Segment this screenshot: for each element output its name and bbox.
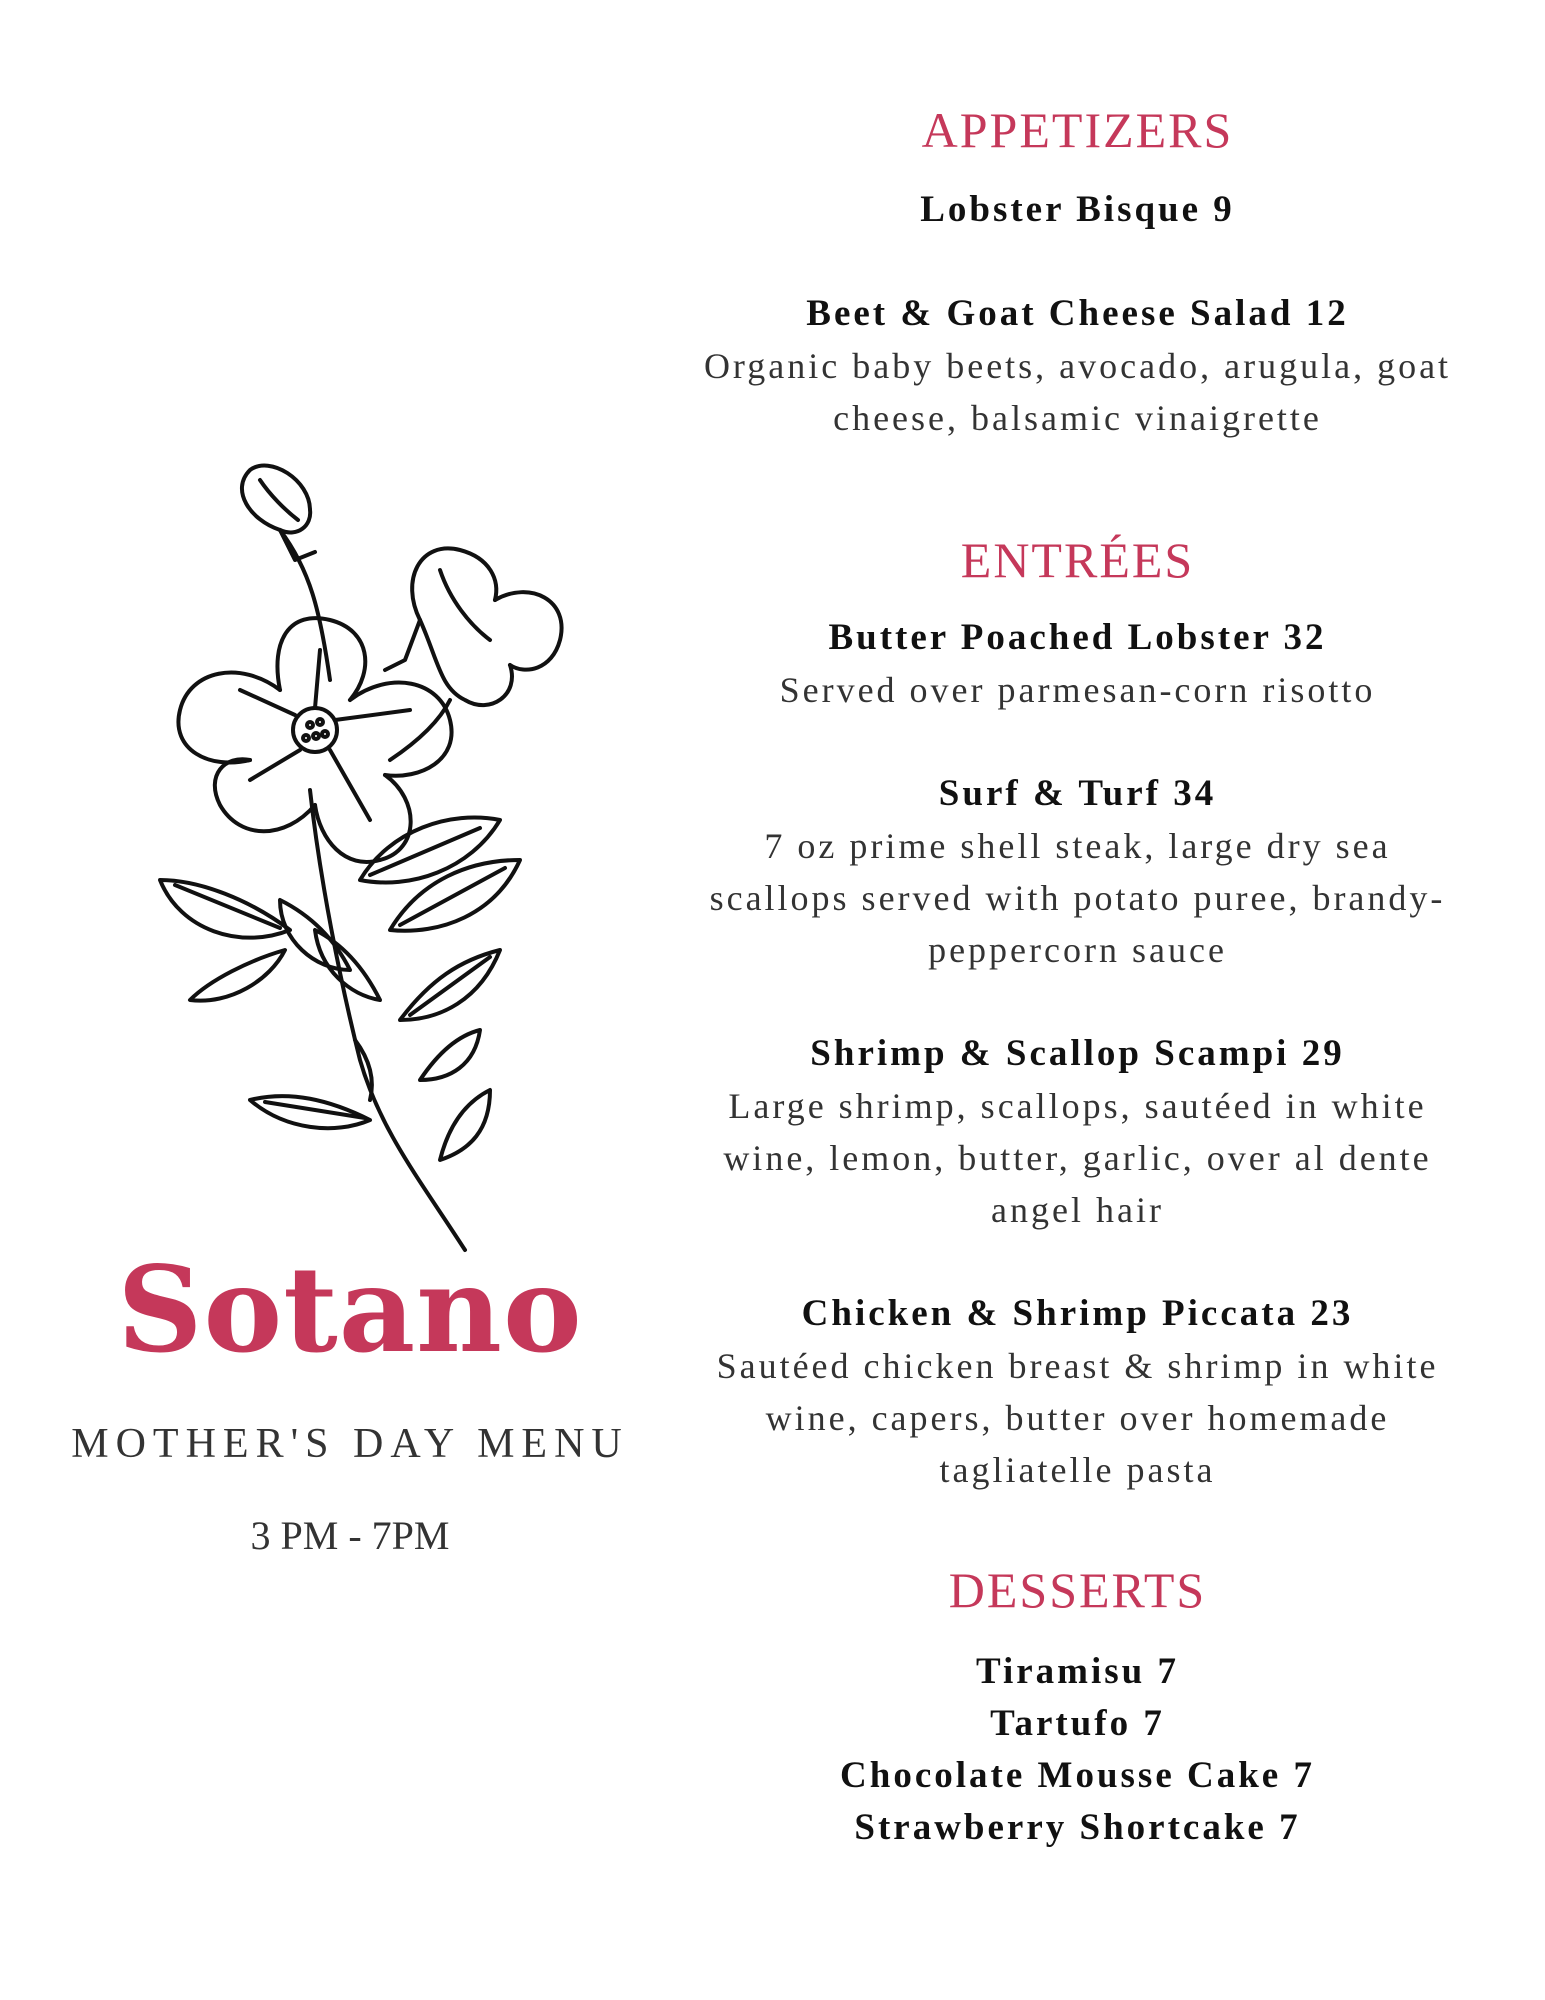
restaurant-name: Sotano — [117, 1240, 583, 1379]
menu-item-description: Sautéed chicken breast & shrimp in white — [716, 1346, 1439, 1386]
menu-item-name: Shrimp & Scallop Scampi 29 — [810, 1033, 1345, 1074]
menu-subtitle: MOTHER'S DAY MENU — [71, 1421, 629, 1467]
menu-item-description: Served over parmesan-corn risotto — [779, 670, 1376, 710]
menu-item-description: angel hair — [991, 1190, 1164, 1230]
menu-item-name: Chocolate Mousse Cake 7 — [840, 1755, 1315, 1796]
section-title-appetizers: APPETIZERS — [921, 102, 1234, 158]
service-hours: 3 PM - 7PM — [250, 1513, 450, 1558]
menu-item-name: Butter Poached Lobster 32 — [828, 617, 1327, 658]
menu-item-description: 7 oz prime shell steak, large dry sea — [764, 826, 1391, 866]
menu-item-description: wine, lemon, butter, garlic, over al dente — [723, 1138, 1432, 1178]
menu-item-description: scallops served with potato puree, brandy- — [709, 878, 1446, 918]
flower-illustration-icon — [120, 460, 580, 1260]
menu-item-name: Tartufo 7 — [990, 1703, 1165, 1744]
menu-item-name: Strawberry Shortcake 7 — [854, 1807, 1301, 1848]
menu-item-description: tagliatelle pasta — [939, 1450, 1216, 1490]
menu-item-name: Lobster Bisque 9 — [920, 189, 1235, 230]
section-title-entrees: ENTRÉES — [960, 532, 1195, 588]
section-title-desserts: DESSERTS — [948, 1562, 1207, 1618]
menu-content — [655, 100, 1500, 1854]
brand-panel — [60, 460, 640, 1620]
menu-item-description: Large shrimp, scallops, sautéed in white — [728, 1086, 1427, 1126]
menu-item-name: Chicken & Shrimp Piccata 23 — [801, 1293, 1354, 1334]
menu-item-description: peppercorn sauce — [928, 930, 1227, 970]
menu-item-description: Organic baby beets, avocado, arugula, goat — [703, 346, 1452, 386]
menu-item-name: Beet & Goat Cheese Salad 12 — [806, 293, 1349, 334]
menu-item-name: Tiramisu 7 — [975, 1651, 1180, 1692]
menu-item-description: cheese, balsamic vinaigrette — [833, 398, 1322, 438]
menu-item-name: Surf & Turf 34 — [938, 773, 1217, 814]
menu-item-description: wine, capers, butter over homemade — [765, 1398, 1390, 1438]
